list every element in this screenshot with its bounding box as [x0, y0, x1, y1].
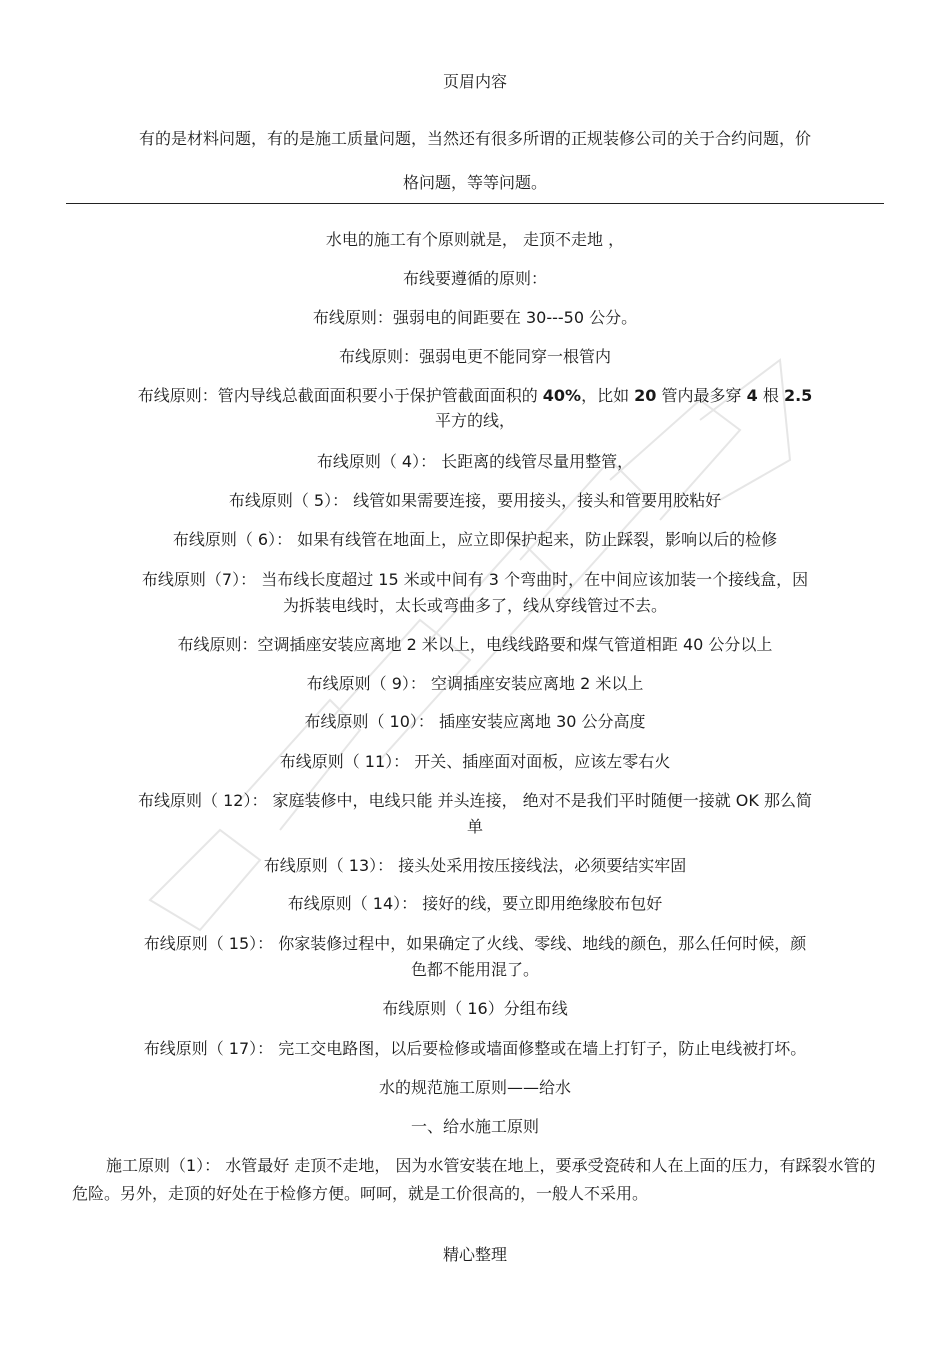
wiring-principle-12-line-1: 布线原则（ 12）： 家庭装修中，电线只能 并头连接， 绝对不是我们平时随便一接就 OK 那么简: [138, 791, 812, 810]
wiring-principle-3-pipe-size: 20: [634, 386, 657, 405]
header-divider: [66, 203, 884, 204]
water-section-heading: 水的规范施工原则——给水: [378, 1078, 571, 1097]
wiring-principle-8: 布线原则：空调插座安装应离地 2 米以上，电线线路要和煤气管道相距 40 公分以上: [177, 635, 773, 654]
wiring-principle-6: 布线原则（ 6）： 如果有线管在地面上，应立即保护起来，防止踩裂，影响以后的检修: [172, 530, 778, 549]
intro-line-1: 有的是材料问题，有的是施工质量问题，当然还有很多所谓的正规装修公司的关于合约问题，价: [138, 129, 811, 148]
wiring-principle-7-line-1: 布线原则（7）： 当布线长度超过 15 米或中间有 3 个弯曲时，在中间应该加装一个接线盒，因: [141, 570, 809, 589]
wiring-principle-10: 布线原则（ 10）： 插座安装应离地 30 公分高度: [304, 712, 646, 731]
wiring-principle-15-line-2: 色都不能用混了。: [410, 960, 539, 979]
water-principle-1: 施工原则（1）： 水管最好 走顶不走地， 因为水管安装在地上，要承受瓷砖和人在上面的压力，有踩裂水管的危险。另外，走顶的好处在于检修方便。呵呵，就是工价很高的，一般人不采用。: [72, 1156, 876, 1203]
wiring-principle-3-wire-count: 4: [746, 386, 758, 405]
wiring-principle-3: [0, 385, 950, 407]
wiring-principle-1: 布线原则：强弱电的间距要在 30---50 公分。: [312, 308, 638, 327]
water-supply-heading: 一、给水施工原则: [410, 1117, 539, 1136]
wiring-principle-3-line-2: 平方的线，: [434, 411, 515, 430]
wiring-principle-3-text-e: 管内最多穿: [656, 386, 747, 405]
wiring-principle-14: 布线原则（ 14）： 接好的线，要立即用绝缘胶布包好: [287, 894, 663, 913]
wiring-principle-3-text-g: 根: [757, 386, 784, 405]
wiring-principle-9: 布线原则（ 9）： 空调插座安装应离地 2 米以上: [306, 674, 644, 693]
wiring-principle-3-text-c: ，比如: [581, 386, 635, 405]
principle-intro: 水电的施工有个原则就是， 走顶不走地 ，: [325, 230, 625, 249]
page-header: 页眉内容: [442, 72, 507, 91]
page-footer: 精心整理: [442, 1245, 507, 1264]
wiring-principle-13: 布线原则（ 13）： 接头处采用按压接线法，必须要结实牢固: [263, 856, 687, 875]
wiring-principles-heading: 布线要遵循的原则：: [402, 269, 547, 288]
wiring-principle-5: 布线原则（ 5）： 线管如果需要连接，要用接头，接头和管要用胶粘好: [228, 491, 722, 510]
wiring-principle-17: 布线原则（ 17）： 完工交电路图，以后要检修或墙面修整或在墙上打钉子，防止电线被打坏。: [143, 1039, 807, 1058]
wiring-principle-2: 布线原则：强弱电更不能同穿一根管内: [338, 347, 611, 366]
wiring-principle-4: 布线原则（ 4）： 长距离的线管尽量用整管，: [316, 452, 634, 471]
wiring-principle-3-percent: 40%: [542, 386, 582, 405]
wiring-principle-15-line-1: 布线原则（ 15）： 你家装修过程中，如果确定了火线、零线、地线的颜色，那么任何时候，颜: [143, 934, 807, 953]
wiring-principle-3-wire-gauge: 2.5: [783, 386, 813, 405]
wiring-principle-3-text-a: 布线原则：管内导线总截面面积要小于保护管截面面积的: [137, 386, 543, 405]
wiring-principle-12-line-2: 单: [466, 817, 483, 836]
wiring-principle-16: 布线原则（ 16）分组布线: [382, 999, 568, 1018]
wiring-principle-7-line-2: 为拆装电线时，太长或弯曲多了，线从穿线管过不去。: [282, 596, 667, 615]
intro-line-2: 格问题，等等问题。: [402, 173, 547, 192]
wiring-principle-11: 布线原则（ 11）： 开关、插座面对面板，应该左零右火: [279, 752, 671, 771]
